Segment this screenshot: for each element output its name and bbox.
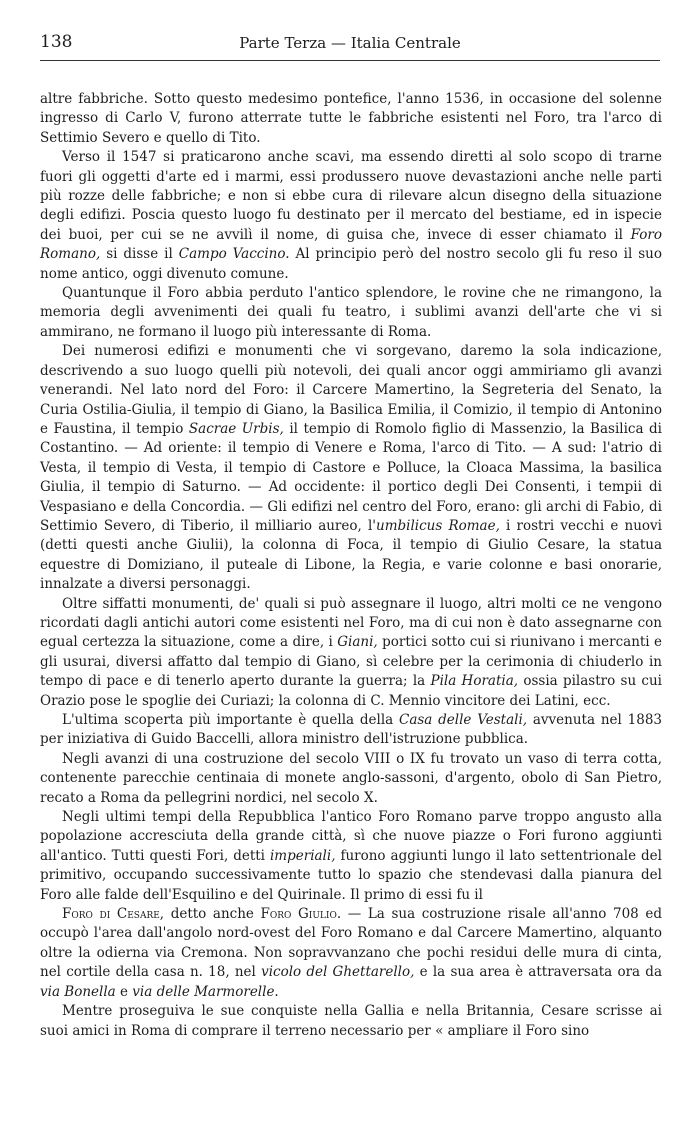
paragraph-3: Quantunque il Foro abbia perduto l'antico splendore, le rovine che ne rimangono, la memoria degli avvenimenti dei quali fu teatro, i sublimi avanzi dell'arte che vi si ammirano, ne formano il luogo più interessante di Roma. — [40, 285, 662, 340]
paragraph-8: Negli ultimi tempi della Repubblica l'antico Foro Romano parve troppo angusto alla popolazione accresciuta della grande città, sì che nuove piazze o Fori furono aggiunti all'antico. Tutti questi Fori, detti imperiali, furono aggiunti lungo il lato settentrionale del primitivo, occupando successivamente tutto lo spazio che stendevasi dalla pianura del Foro alle falde dell'Esquilino e del Quirinale. Il primo di essi fu il — [40, 809, 662, 903]
italic-term: vicolo del Ghettarello, — [261, 964, 415, 981]
page-header — [40, 30, 660, 61]
paragraph-9: Foro di Cesare, detto anche Foro Giulio. — La sua costruzione risale all'anno 708 ed occupò l'area dall'angolo nord-ovest del Foro Romano e dal Carcere Mamertino, alquanto oltre la odierna via Cremona. Non sopravvanzano che pochi residui delle mura di cinta, nel cortile della casa n. 18, nel vicolo del Ghettarello, e la sua area è attraversata ora da via Bonella e via delle Marmorelle. — [40, 906, 662, 1000]
running-title: Parte Terza — Italia Centrale — [239, 34, 461, 52]
italic-term: Casa delle Vestali, — [399, 712, 528, 728]
paragraph-4: Dei numerosi edifizi e monumenti che vi sorgevano, daremo la sola indicazione, descrivendo a suo luogo quelli più notevoli, dei quali ancor oggi ammiriamo gli avanzi venerandi. Nel lato nord del Foro: il Carcere Mamertino, la Segreteria del Senato, la Curia Ostilia-Giulia, il tempio di Giano, la Basilica Emilia, il Comizio, il tempio di Antonino e Faustina, il tempio Sacrae Urbis, il tempio di Romolo figlio di Massenzio, la Basilica di Costantino. — Ad oriente: il tempio di Venere e Roma, l'arco di Tito. — A sud: l'atrio di Vesta, il tempio di Vesta, il tempio di Castore e Polluce, la Cloaca Massima, la basilica Giulia, il tempio di Saturno. — Ad occidente: il portico degli Dei Consenti, i tempii di Vespasiano e della Concordia. — Gli edifizi nel centro del Foro, erano: gli archi di Fabio, di Settimio Severo, di Tiberio, il milliario aureo, l'umbilicus Romae, i rostri vecchi e nuovi (detti questi anche Giulii), la colonna di Foca, il tempio di Giulio Cesare, la statua equestre di Domiziano, il puteale di Libone, la Regia, e varie colonne e basi onorarie, innalzate a diversi personaggi. — [40, 343, 662, 593]
section-heading: Foro Giulio — [260, 906, 337, 923]
italic-term: umbilicus Romae, — [376, 517, 500, 534]
page-number: 138 — [40, 32, 73, 52]
italic-term: Sacrae Urbis, — [188, 420, 284, 437]
paragraph-6: L'ultima scoperta più importante è quella della Casa delle Vestali, avvenuta nel 1883 per iniziativa di Guido Baccelli, allora ministro dell'istruzione pubblica. — [40, 712, 662, 748]
italic-term: imperiali, — [269, 847, 336, 864]
paragraph-7: Negli avanzi di una costruzione del secolo VIII o IX fu trovato un vaso di terra cotta, contenente parecchie centinaia di monete anglo-sassoni, d'argento, obolo di San Pietro, recato a Roma da pellegrini nordici, nel secolo X. — [40, 750, 662, 806]
italic-term: Campo Vaccino. — [178, 246, 290, 263]
section-heading: Foro di Cesare — [62, 906, 160, 923]
italic-term: Giani, — [337, 634, 378, 651]
paragraph-5: Oltre siffatti monumenti, de' quali si può assegnare il luogo, altri molti ce ne vengono ricordati dagli antichi autori come esistenti nel Foro, ma di cui non è dato assegnarne con egual certezza la situazione, come a dire, i Giani, portici sotto cui si riunivano i mercanti e gli usurai, diversi affatto dal tempio di Giano, sì celebre per la cerimonia di chiuderlo in tempo di pace e di tenerlo aperto durante la guerra; la Pila Horatia, ossia pilastro su cui Orazio pose le spoglie dei Curiazi; la colonna di C. Mennio vincitore dei Latini, ecc. — [40, 595, 663, 709]
italic-term: Foro Romano, — [40, 226, 662, 263]
paragraph-10: Mentre proseguiva le sue conquiste nella Gallia e nella Britannia, Cesare scrisse ai suoi amici in Roma di comprare il terreno necessario per « ampliare il Foro sino — [40, 1003, 662, 1039]
body-text — [40, 90, 662, 1041]
paragraph-2: Verso il 1547 si praticarono anche scavi, ma essendo diretti al solo scopo di trarne fuori gli oggetti d'arte ed i marmi, essi produssero nuove devastazioni anche nelle parti più rozze delle fabbriche; e non si ebbe cura di rilevare alcun disegno della situazione degli edifizi. Poscia questo luogo fu destinato per il mercato del bestiame, ed in ispecie dei buoi, per cui se ne avvilì il nome, di guisa che, invece di esser chiamato il Foro Romano, si disse il Campo Vaccino. Al principio però del nostro secolo gli fu reso il suo nome antico, oggi divenuto comune. — [40, 149, 662, 282]
italic-term: Pila Horatia, — [430, 673, 519, 690]
italic-term: via Bonella — [40, 983, 116, 1000]
paragraph-1: altre fabbriche. Sotto questo medesimo pontefice, l'anno 1536, in occasione del solenne ingresso di Carlo V, furono atterrate tutte le fabbriche esistenti nel Foro, tra l'arco di Settimio Severo e quello di Tito. — [40, 91, 662, 146]
italic-term: via delle Marmorelle. — [132, 983, 279, 1000]
